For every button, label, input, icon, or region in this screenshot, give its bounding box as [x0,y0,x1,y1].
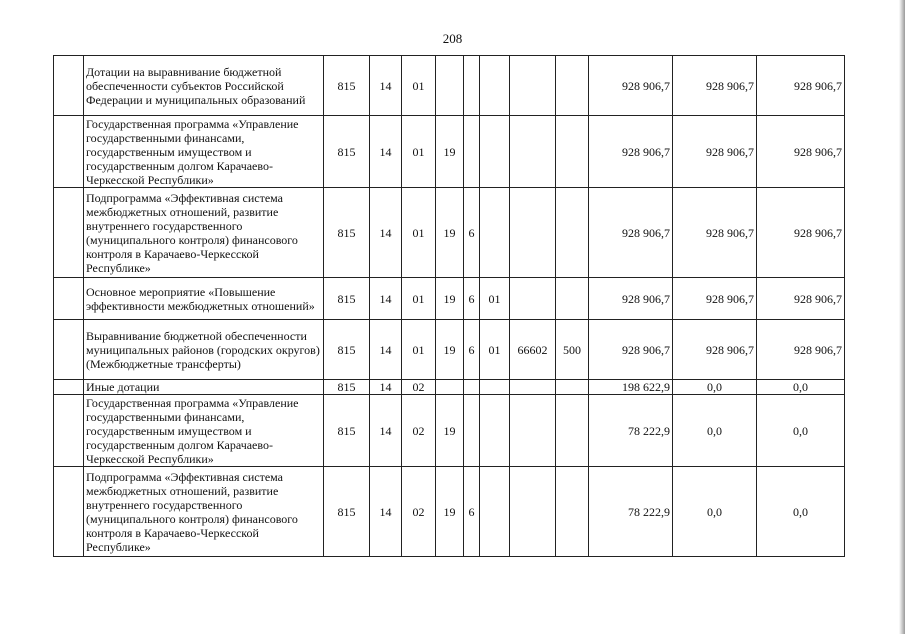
row-marker-cell [54,56,84,116]
table-row [54,188,845,278]
section-code-cell: 14 [370,320,402,380]
expense-type-code-cell: 500 [556,320,589,380]
budget-table-body [54,56,845,557]
amount-year2-cell: 928 906,7 [673,188,757,278]
expense-type-code-cell [556,278,589,320]
subsection-code-cell: 01 [402,116,436,188]
measure-code-cell [480,395,510,467]
row-marker-cell [54,320,84,380]
section-code-cell: 14 [370,116,402,188]
subsection-code-cell: 02 [402,467,436,557]
program-code-cell [436,56,464,116]
amount-year2-cell: 0,0 [673,380,757,395]
subprogram-code-cell [464,116,480,188]
measure-code-cell [480,380,510,395]
admin-code-cell: 815 [324,188,370,278]
item-name-cell: Государственная программа «Управление государственными финансами, государственным имуществом и государственным долгом Карачаево-Черкесской Республики» [84,116,324,188]
table-row [54,395,845,467]
measure-code-cell [480,116,510,188]
table-row [54,116,845,188]
page-number: 208 [442,31,463,46]
item-name-cell: Дотации на выравнивание бюджетной обеспеченности субъектов Российской Федерации и муниципальных образований [84,56,324,116]
amount-year3-cell: 0,0 [757,467,845,557]
subprogram-code-cell: 6 [464,278,480,320]
measure-code-cell: 01 [480,320,510,380]
budget-table [53,55,845,557]
row-marker-cell [54,467,84,557]
table-row [54,320,845,380]
amount-year3-cell: 928 906,7 [757,188,845,278]
item-name-cell: Иные дотации [84,380,324,395]
item-name-cell: Государственная программа «Управление государственными финансами, государственным имуществом и государственным долгом Карачаево-Черкесской Республики» [84,395,324,467]
measure-code-cell [480,188,510,278]
amount-year1-cell: 928 906,7 [589,320,673,380]
amount-year1-cell: 928 906,7 [589,188,673,278]
amount-year1-cell: 78 222,9 [589,395,673,467]
amount-year3-cell: 0,0 [757,395,845,467]
direction-code-cell [510,116,556,188]
amount-year3-cell: 928 906,7 [757,116,845,188]
amount-year3-cell: 928 906,7 [757,56,845,116]
subsection-code-cell: 01 [402,188,436,278]
expense-type-code-cell [556,116,589,188]
program-code-cell: 19 [436,395,464,467]
amount-year1-cell: 928 906,7 [589,278,673,320]
amount-year1-cell: 198 622,9 [589,380,673,395]
amount-year3-cell: 928 906,7 [757,320,845,380]
amount-year2-cell: 0,0 [673,395,757,467]
amount-year3-cell: 928 906,7 [757,278,845,320]
program-code-cell: 19 [436,188,464,278]
row-marker-cell [54,395,84,467]
admin-code-cell: 815 [324,395,370,467]
section-code-cell: 14 [370,188,402,278]
direction-code-cell [510,380,556,395]
section-code-cell: 14 [370,278,402,320]
amount-year2-cell: 0,0 [673,467,757,557]
subprogram-code-cell: 6 [464,467,480,557]
expense-type-code-cell [556,395,589,467]
row-marker-cell [54,278,84,320]
amount-year2-cell: 928 906,7 [673,320,757,380]
subprogram-code-cell [464,56,480,116]
direction-code-cell [510,278,556,320]
subsection-code-cell: 02 [402,395,436,467]
admin-code-cell: 815 [324,467,370,557]
amount-year2-cell: 928 906,7 [673,278,757,320]
section-code-cell: 14 [370,56,402,116]
subsection-code-cell: 01 [402,278,436,320]
section-code-cell: 14 [370,395,402,467]
expense-type-code-cell [556,188,589,278]
measure-code-cell: 01 [480,278,510,320]
admin-code-cell: 815 [324,380,370,395]
program-code-cell [436,380,464,395]
table-row [54,56,845,116]
expense-type-code-cell [556,56,589,116]
subsection-code-cell: 02 [402,380,436,395]
direction-code-cell: 66602 [510,320,556,380]
row-marker-cell [54,188,84,278]
table-row [54,380,845,395]
admin-code-cell: 815 [324,320,370,380]
admin-code-cell: 815 [324,116,370,188]
section-code-cell: 14 [370,380,402,395]
subprogram-code-cell: 6 [464,188,480,278]
amount-year2-cell: 928 906,7 [673,116,757,188]
direction-code-cell [510,467,556,557]
subprogram-code-cell: 6 [464,320,480,380]
row-marker-cell [54,116,84,188]
item-name-cell: Подпрограмма «Эффективная система межбюджетных отношений, развитие внутреннего государственного (муниципального контроля) финансового контроля в Карачаево-Черкесской Республике» [84,188,324,278]
table-row [54,467,845,557]
subsection-code-cell: 01 [402,320,436,380]
row-marker-cell [54,380,84,395]
direction-code-cell [510,395,556,467]
program-code-cell: 19 [436,467,464,557]
amount-year2-cell: 928 906,7 [673,56,757,116]
subprogram-code-cell [464,395,480,467]
program-code-cell: 19 [436,320,464,380]
section-code-cell: 14 [370,467,402,557]
expense-type-code-cell [556,380,589,395]
item-name-cell: Выравнивание бюджетной обеспеченности муниципальных районов (городских округов) (Межбюджетные трансферты) [84,320,324,380]
item-name-cell: Основное мероприятие «Повышение эффективности межбюджетных отношений» [84,278,324,320]
scan-shadow [899,0,905,634]
amount-year3-cell: 0,0 [757,380,845,395]
expense-type-code-cell [556,467,589,557]
measure-code-cell [480,467,510,557]
direction-code-cell [510,188,556,278]
amount-year1-cell: 928 906,7 [589,56,673,116]
subprogram-code-cell [464,380,480,395]
admin-code-cell: 815 [324,278,370,320]
item-name-cell: Подпрограмма «Эффективная система межбюджетных отношений, развитие внутреннего государственного (муниципального контроля) финансового контроля в Карачаево-Черкесской Республике» [84,467,324,557]
amount-year1-cell: 928 906,7 [589,116,673,188]
subsection-code-cell: 01 [402,56,436,116]
direction-code-cell [510,56,556,116]
program-code-cell: 19 [436,278,464,320]
table-row [54,278,845,320]
program-code-cell: 19 [436,116,464,188]
measure-code-cell [480,56,510,116]
amount-year1-cell: 78 222,9 [589,467,673,557]
admin-code-cell: 815 [324,56,370,116]
